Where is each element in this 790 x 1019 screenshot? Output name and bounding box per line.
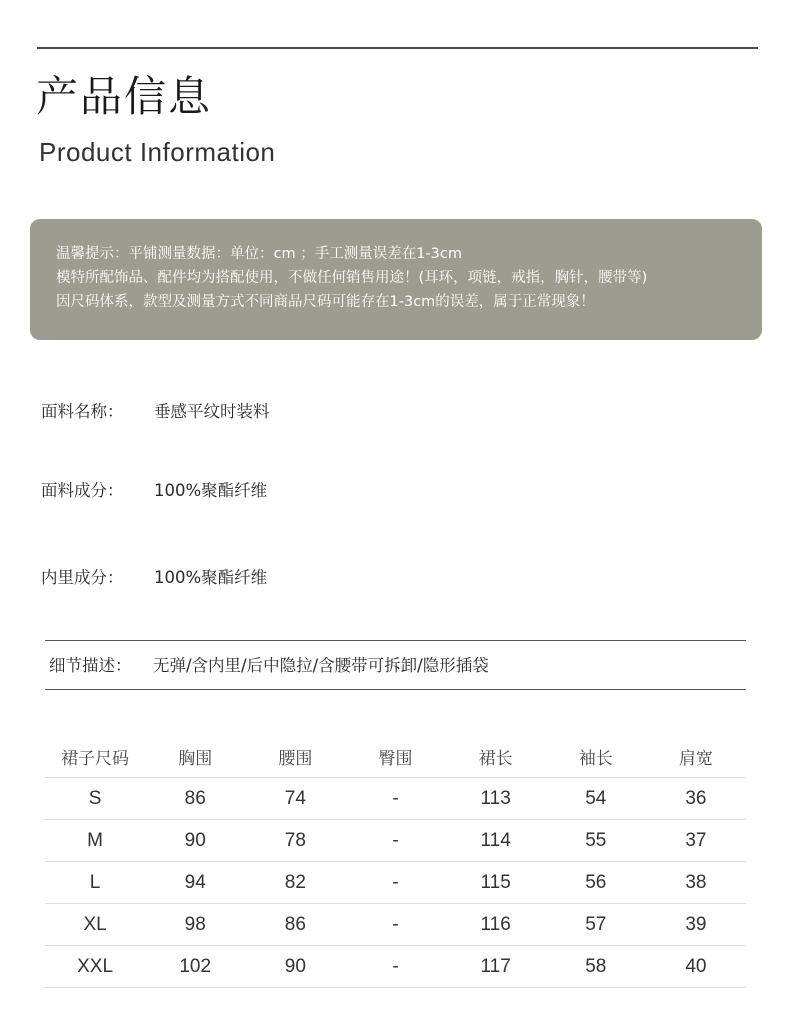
detail-row	[49, 652, 489, 676]
notice-line: 因尺码体系，款型及测量方式不同商品尺码可能存在1-3cm的误差，属于正常现象！	[56, 294, 595, 310]
notice-box	[30, 219, 762, 340]
table-cell: 40	[646, 946, 746, 988]
table-cell: 90	[245, 946, 345, 988]
info-value: 垂感平纹时装料	[154, 402, 270, 421]
table-cell: M	[45, 820, 145, 862]
table-cell: -	[345, 946, 445, 988]
table-row	[45, 946, 746, 988]
table-cell: XL	[45, 904, 145, 946]
info-value: 100%聚酯纤维	[154, 568, 268, 587]
info-label: 面料名称：	[41, 402, 124, 421]
table-cell: 56	[546, 862, 646, 904]
table-cell: -	[345, 778, 445, 820]
column-header: 裙子尺码	[61, 748, 130, 769]
size-table-header	[45, 735, 746, 778]
notice-line: 模特所配饰品、配件均为搭配使用，不做任何销售用途！(耳环，项链，戒指，胸针，腰带等)	[56, 270, 648, 286]
table-row	[45, 904, 746, 946]
table-row	[45, 862, 746, 904]
table-cell: 74	[245, 778, 345, 820]
page-title: 产品信息	[36, 72, 213, 121]
column-header: 胸围	[178, 748, 213, 769]
notice-line: 温馨提示：平铺测量数据：单位：cm ；手工测量误差在1-3cm	[56, 246, 462, 262]
table-cell: 116	[446, 904, 546, 946]
info-row-fabric-name	[41, 398, 270, 422]
page-subtitle: Product Information	[39, 137, 276, 167]
table-cell: 37	[646, 820, 746, 862]
info-label: 面料成分：	[41, 481, 124, 500]
table-cell: S	[45, 778, 145, 820]
table-cell: 58	[546, 946, 646, 988]
table-cell: 36	[646, 778, 746, 820]
column-header: 肩宽	[678, 748, 713, 769]
table-cell: 55	[546, 820, 646, 862]
table-cell: 86	[245, 904, 345, 946]
table-cell: 82	[245, 862, 345, 904]
table-cell: 78	[245, 820, 345, 862]
column-header: 腰围	[278, 748, 313, 769]
table-cell: 94	[145, 862, 245, 904]
table-cell: 113	[446, 778, 546, 820]
table-cell: 114	[446, 820, 546, 862]
table-cell: 57	[546, 904, 646, 946]
column-header: 袖长	[578, 748, 613, 769]
size-table	[45, 735, 746, 988]
info-row-fabric-composition	[41, 477, 267, 501]
table-cell: 38	[646, 862, 746, 904]
info-value: 100%聚酯纤维	[154, 481, 268, 500]
table-cell: 117	[446, 946, 546, 988]
column-header: 臀围	[378, 748, 413, 769]
detail-top-divider	[45, 640, 746, 641]
table-row	[45, 820, 746, 862]
table-cell: 39	[646, 904, 746, 946]
info-row-lining-composition	[41, 564, 267, 588]
detail-label: 细节描述：	[49, 656, 132, 675]
info-label: 内里成分：	[41, 568, 124, 587]
table-cell: -	[345, 904, 445, 946]
table-cell: 102	[145, 946, 245, 988]
table-cell: -	[345, 862, 445, 904]
table-cell: 86	[145, 778, 245, 820]
detail-value: 无弹/含内里/后中隐拉/含腰带可拆卸/隐形插袋	[153, 656, 489, 675]
table-cell: 90	[145, 820, 245, 862]
table-cell: -	[345, 820, 445, 862]
table-cell: L	[45, 862, 145, 904]
table-cell: 98	[145, 904, 245, 946]
table-cell: 54	[546, 778, 646, 820]
top-divider	[37, 47, 758, 49]
column-header: 裙长	[478, 748, 513, 769]
table-cell: 115	[446, 862, 546, 904]
detail-bottom-divider	[45, 689, 746, 690]
table-cell: XXL	[45, 946, 145, 988]
table-row	[45, 778, 746, 820]
